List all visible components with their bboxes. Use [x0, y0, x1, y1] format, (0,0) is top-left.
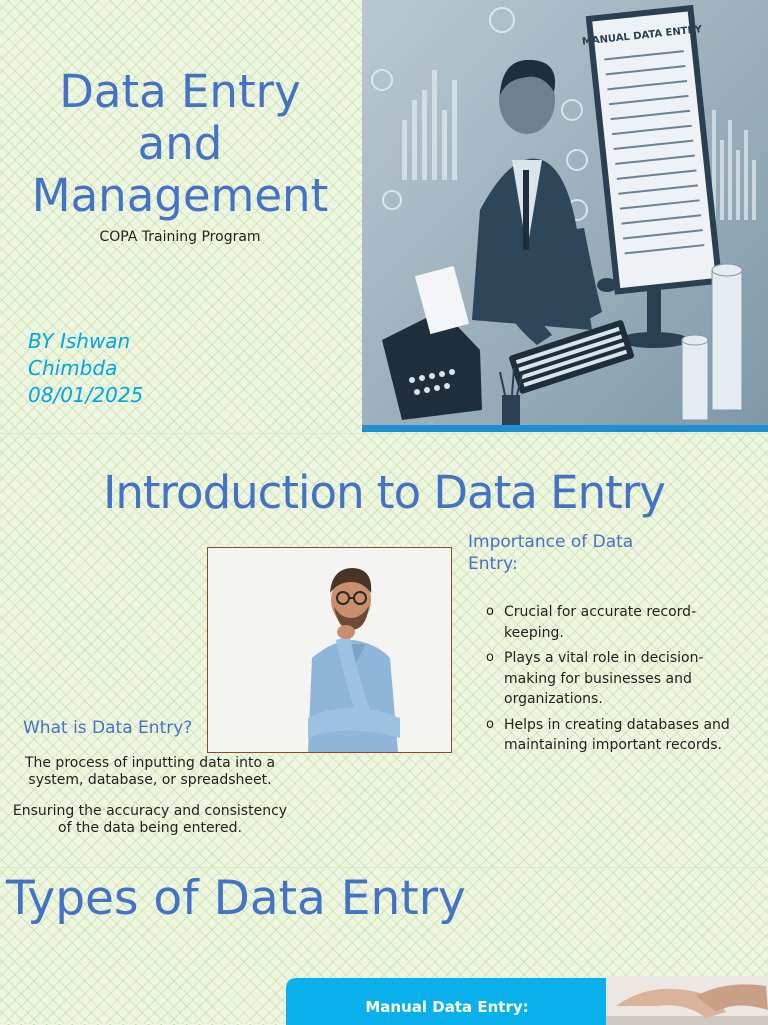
list-item [486, 648, 736, 710]
hero-sign-text: MANUAL DATA ENTRY [581, 24, 703, 48]
typing-hands-photo [606, 976, 768, 1025]
title-line: Management [31, 169, 329, 222]
hero-accent-band [362, 425, 768, 432]
title-slide [0, 0, 768, 432]
hero-illustration [362, 0, 768, 432]
author-date: 08/01/2025 [28, 383, 144, 407]
intro-slide [0, 433, 768, 867]
importance-heading-line: Importance of Data [468, 532, 634, 552]
slide-subtitle: COPA Training Program [99, 229, 261, 245]
bullet-marker: o [486, 650, 494, 665]
title-line: and [137, 117, 223, 170]
what-is-heading: What is Data Entry? [23, 718, 193, 738]
thinking-man-photo [207, 547, 452, 753]
list-item-text: Helps in creating databases and maintaining important records. [504, 716, 730, 753]
card-label: Manual Data Entry: [365, 998, 529, 1016]
list-item-text: Plays a vital role in decision-making for businesses and organizations. [504, 650, 704, 707]
author-name-line: BY Ishwan [28, 329, 131, 353]
importance-heading [468, 531, 668, 575]
slide-title [10, 66, 350, 222]
author-name-line: Chimbda [28, 356, 118, 380]
list-item [486, 715, 736, 756]
importance-heading-line: Entry: [468, 554, 518, 574]
author-block [28, 328, 143, 409]
bullet-marker: o [486, 716, 494, 732]
accuracy-paragraph: Ensuring the accuracy and consistency of the data being entered. [12, 803, 288, 836]
slide-title: Types of Data Entry [6, 871, 466, 926]
definition-paragraph: The process of inputting data into a system, database, or spreadsheet. [24, 755, 276, 788]
list-item-text: Crucial for accurate record-keeping. [504, 604, 697, 641]
list-item [486, 602, 736, 643]
slide-title: Introduction to Data Entry [103, 466, 665, 519]
bullet-marker: o [486, 604, 494, 619]
manual-entry-card [286, 978, 608, 1025]
types-slide [0, 867, 768, 1025]
title-line: Data Entry [59, 65, 301, 118]
importance-list [486, 602, 736, 761]
